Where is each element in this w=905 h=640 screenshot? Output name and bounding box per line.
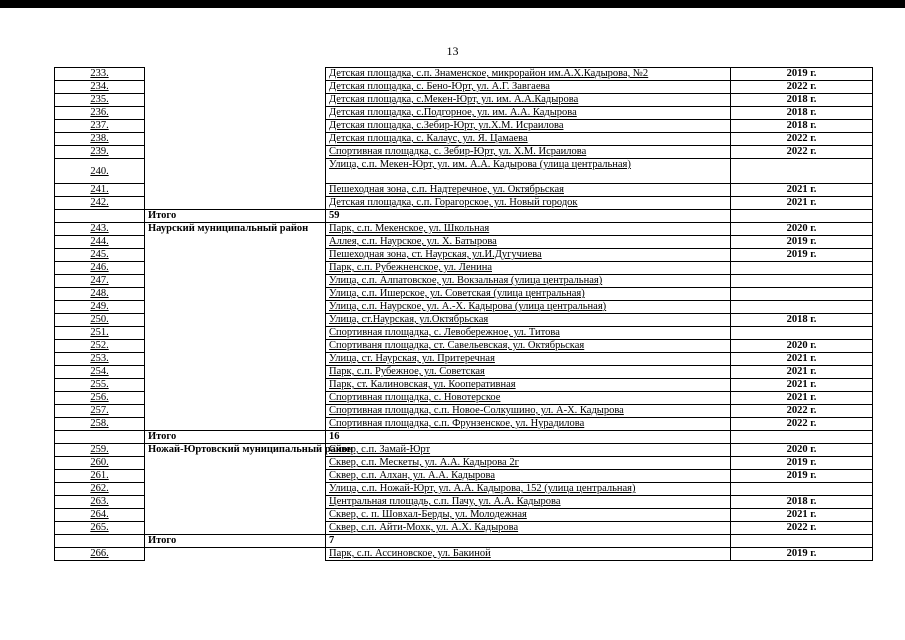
- row-number: 250.: [55, 314, 145, 327]
- row-number: 237.: [55, 120, 145, 133]
- table-row: [55, 146, 873, 159]
- object-description: Сквер, с.п. Мескеты, ул. А.А. Кадырова 2г: [326, 457, 731, 470]
- row-number: 261.: [55, 470, 145, 483]
- year-cell: 2021 г.: [731, 197, 873, 210]
- object-description: Улица, с.п. Ишерское, ул. Советская (улица центральная): [326, 288, 731, 301]
- year-cell: 2021 г.: [731, 353, 873, 366]
- row-number: 253.: [55, 353, 145, 366]
- row-number: 257.: [55, 405, 145, 418]
- year-cell: 2022 г.: [731, 405, 873, 418]
- year-cell: 2022 г.: [731, 146, 873, 159]
- total-row: [55, 210, 873, 223]
- year-cell: 2020 г.: [731, 223, 873, 236]
- year-cell: 2021 г.: [731, 392, 873, 405]
- object-description: Улица, с.п. Ножай-Юрт, ул. А.А. Кадырова, 152 (улица центральная): [326, 483, 731, 496]
- row-number: 254.: [55, 366, 145, 379]
- district-cell: [145, 184, 326, 197]
- object-description: Детская площадка, с.п. Знаменское, микрорайон им.А.Х.Кадырова, №2: [326, 68, 731, 81]
- year-cell: [731, 262, 873, 275]
- district-cell: [145, 133, 326, 146]
- object-description: Сквер, с. п. Шовхал-Берды, ул. Молодежная: [326, 509, 731, 522]
- table-row: [55, 68, 873, 81]
- total-number-cell: [55, 210, 145, 223]
- district-cell: [145, 159, 326, 184]
- year-cell: 2022 г.: [731, 133, 873, 146]
- top-border-bar: [0, 0, 905, 8]
- year-cell: [731, 275, 873, 288]
- table-row: [55, 223, 873, 236]
- total-value: 59: [326, 210, 731, 223]
- row-number: 238.: [55, 133, 145, 146]
- object-description: Детская площадка, с.п. Горагорское, ул. Новый городок: [326, 197, 731, 210]
- object-description: Сквер, с.п. Айти-Мохк, ул. А.Х. Кадырова: [326, 522, 731, 535]
- district-cell: [145, 548, 326, 561]
- year-cell: 2019 г.: [731, 470, 873, 483]
- object-description: Спортивная площадка, с. Новотерское: [326, 392, 731, 405]
- row-number: 256.: [55, 392, 145, 405]
- object-description: Улица, ст.Наурская, ул.Октябрьская: [326, 314, 731, 327]
- object-description: Пешеходная зона, с.п. Надтеречное, ул. Октябрьская: [326, 184, 731, 197]
- row-number: 259.: [55, 444, 145, 457]
- year-cell: [731, 327, 873, 340]
- year-cell: 2021 г.: [731, 509, 873, 522]
- row-number: 243.: [55, 223, 145, 236]
- object-description: Детская площадка, с. Калаус, ул. Я. Цамаева: [326, 133, 731, 146]
- year-cell: 2018 г.: [731, 94, 873, 107]
- page-number: 13: [446, 44, 459, 58]
- year-cell: 2019 г.: [731, 68, 873, 81]
- row-number: 246.: [55, 262, 145, 275]
- row-number: 262.: [55, 483, 145, 496]
- row-number: 234.: [55, 81, 145, 94]
- object-description: Детская площадка, с.Зебир-Юрт, ул.Х.М. Исраилова: [326, 120, 731, 133]
- total-row: [55, 535, 873, 548]
- row-number: 263.: [55, 496, 145, 509]
- table-row: [55, 159, 873, 184]
- object-description: Улица, с.п. Наурское, ул. А.-Х. Кадырова (улица центральная): [326, 301, 731, 314]
- year-cell: 2018 г.: [731, 107, 873, 120]
- row-number: 249.: [55, 301, 145, 314]
- year-cell: 2018 г.: [731, 120, 873, 133]
- district-cell: [145, 81, 326, 94]
- year-cell: 2019 г.: [731, 457, 873, 470]
- row-number: 240.: [55, 159, 145, 184]
- year-cell: [731, 483, 873, 496]
- year-cell: 2019 г.: [731, 548, 873, 561]
- object-description: Центральная площадь, с.п. Пачу, ул. А.А. Кадырова: [326, 496, 731, 509]
- object-description: Пешеходная зона, ст. Наурская, ул.И.Дугучиева: [326, 249, 731, 262]
- object-description: Парк, с.п. Ассиновское, ул. Бакиной: [326, 548, 731, 561]
- year-cell: 2022 г.: [731, 81, 873, 94]
- object-description: Детская площадка, с. Бено-Юрт, ул. А.Г. Завгаева: [326, 81, 731, 94]
- district-cell: [145, 68, 326, 81]
- row-number: 247.: [55, 275, 145, 288]
- year-cell: 2022 г.: [731, 522, 873, 535]
- table-row: [55, 197, 873, 210]
- object-description: Парк, с.п. Мекенское, ул. Школьная: [326, 223, 731, 236]
- table-row: [55, 94, 873, 107]
- total-label: Итого: [145, 535, 326, 548]
- row-number: 248.: [55, 288, 145, 301]
- total-year-cell: [731, 210, 873, 223]
- object-description: Детская площадка, с.Мекен-Юрт, ул. им. А.А.Кадырова: [326, 94, 731, 107]
- table-row: [55, 444, 873, 457]
- total-year-cell: [731, 431, 873, 444]
- district-cell: [145, 120, 326, 133]
- object-description: Улица, с.п. Алпатовское, ул. Вокзальная (улица центральная): [326, 275, 731, 288]
- row-number: 241.: [55, 184, 145, 197]
- object-description: Спортивная площадка, с.п. Фрунзенское, ул. Нурадилова: [326, 418, 731, 431]
- year-cell: 2021 г.: [731, 379, 873, 392]
- object-description: Парк, ст. Калиновская, ул. Кооперативная: [326, 379, 731, 392]
- district-cell: [145, 197, 326, 210]
- row-number: 265.: [55, 522, 145, 535]
- row-number: 258.: [55, 418, 145, 431]
- year-cell: [731, 159, 873, 184]
- object-description: Аллея, с.п. Наурское, ул. Х. Батырова: [326, 236, 731, 249]
- district-cell: [145, 146, 326, 159]
- year-cell: 2018 г.: [731, 496, 873, 509]
- object-description: Улица, ст. Наурская, ул. Притеречная: [326, 353, 731, 366]
- object-description: Сквер, с.п. Алхан, ул. А.А. Кадырова: [326, 470, 731, 483]
- row-number: 251.: [55, 327, 145, 340]
- row-number: 264.: [55, 509, 145, 522]
- total-row: [55, 431, 873, 444]
- total-number-cell: [55, 431, 145, 444]
- total-value: 16: [326, 431, 731, 444]
- row-number: 255.: [55, 379, 145, 392]
- total-number-cell: [55, 535, 145, 548]
- table-row: [55, 133, 873, 146]
- table-row: [55, 107, 873, 120]
- table-row: [55, 548, 873, 561]
- year-cell: 2019 г.: [731, 236, 873, 249]
- object-description: Парк, с.п. Рубежное, ул. Советская: [326, 366, 731, 379]
- table-row: [55, 81, 873, 94]
- row-number: 236.: [55, 107, 145, 120]
- year-cell: 2018 г.: [731, 314, 873, 327]
- row-number: 239.: [55, 146, 145, 159]
- year-cell: [731, 301, 873, 314]
- row-number: 260.: [55, 457, 145, 470]
- total-value: 7: [326, 535, 731, 548]
- object-description: Спортиваня площадка, ст. Савельевская, ул. Октябрьская: [326, 340, 731, 353]
- row-number: 235.: [55, 94, 145, 107]
- district-cell: [145, 107, 326, 120]
- table-row: [55, 120, 873, 133]
- table-row: [55, 184, 873, 197]
- object-description: Сквер, с.п. Замай-Юрт: [326, 444, 731, 457]
- object-description: Спортивная площадка, с. Зебир-Юрт, ул. Х.М. Исраилова: [326, 146, 731, 159]
- object-description: Парк, с.п. Рубежненское, ул. Ленина: [326, 262, 731, 275]
- year-cell: 2019 г.: [731, 249, 873, 262]
- year-cell: 2020 г.: [731, 340, 873, 353]
- district-cell: Ножай-Юртовский муниципальный район: [145, 444, 326, 535]
- row-number: 266.: [55, 548, 145, 561]
- total-year-cell: [731, 535, 873, 548]
- object-description: Спортивная площадка, с. Левобережное, ул. Титова: [326, 327, 731, 340]
- district-cell: [145, 94, 326, 107]
- year-cell: 2020 г.: [731, 444, 873, 457]
- year-cell: 2021 г.: [731, 184, 873, 197]
- total-label: Итого: [145, 431, 326, 444]
- row-number: 233.: [55, 68, 145, 81]
- district-cell: Наурский муниципальный район: [145, 223, 326, 431]
- row-number: 252.: [55, 340, 145, 353]
- total-label: Итого: [145, 210, 326, 223]
- year-cell: [731, 288, 873, 301]
- row-number: 244.: [55, 236, 145, 249]
- year-cell: 2021 г.: [731, 366, 873, 379]
- object-description: Улица, с.п. Мекен-Юрт, ул. им. А.А. Кадырова (улица центральная): [326, 159, 731, 184]
- object-description: Спортивная площадка, с.п. Новое-Солкушино, ул. А-Х. Кадырова: [326, 405, 731, 418]
- row-number: 245.: [55, 249, 145, 262]
- row-number: 242.: [55, 197, 145, 210]
- object-description: Детская площадка, с.Подгорное, ул. им. А.А. Кадырова: [326, 107, 731, 120]
- year-cell: 2022 г.: [731, 418, 873, 431]
- table-body: [55, 68, 873, 561]
- improvement-objects-table: [54, 67, 873, 561]
